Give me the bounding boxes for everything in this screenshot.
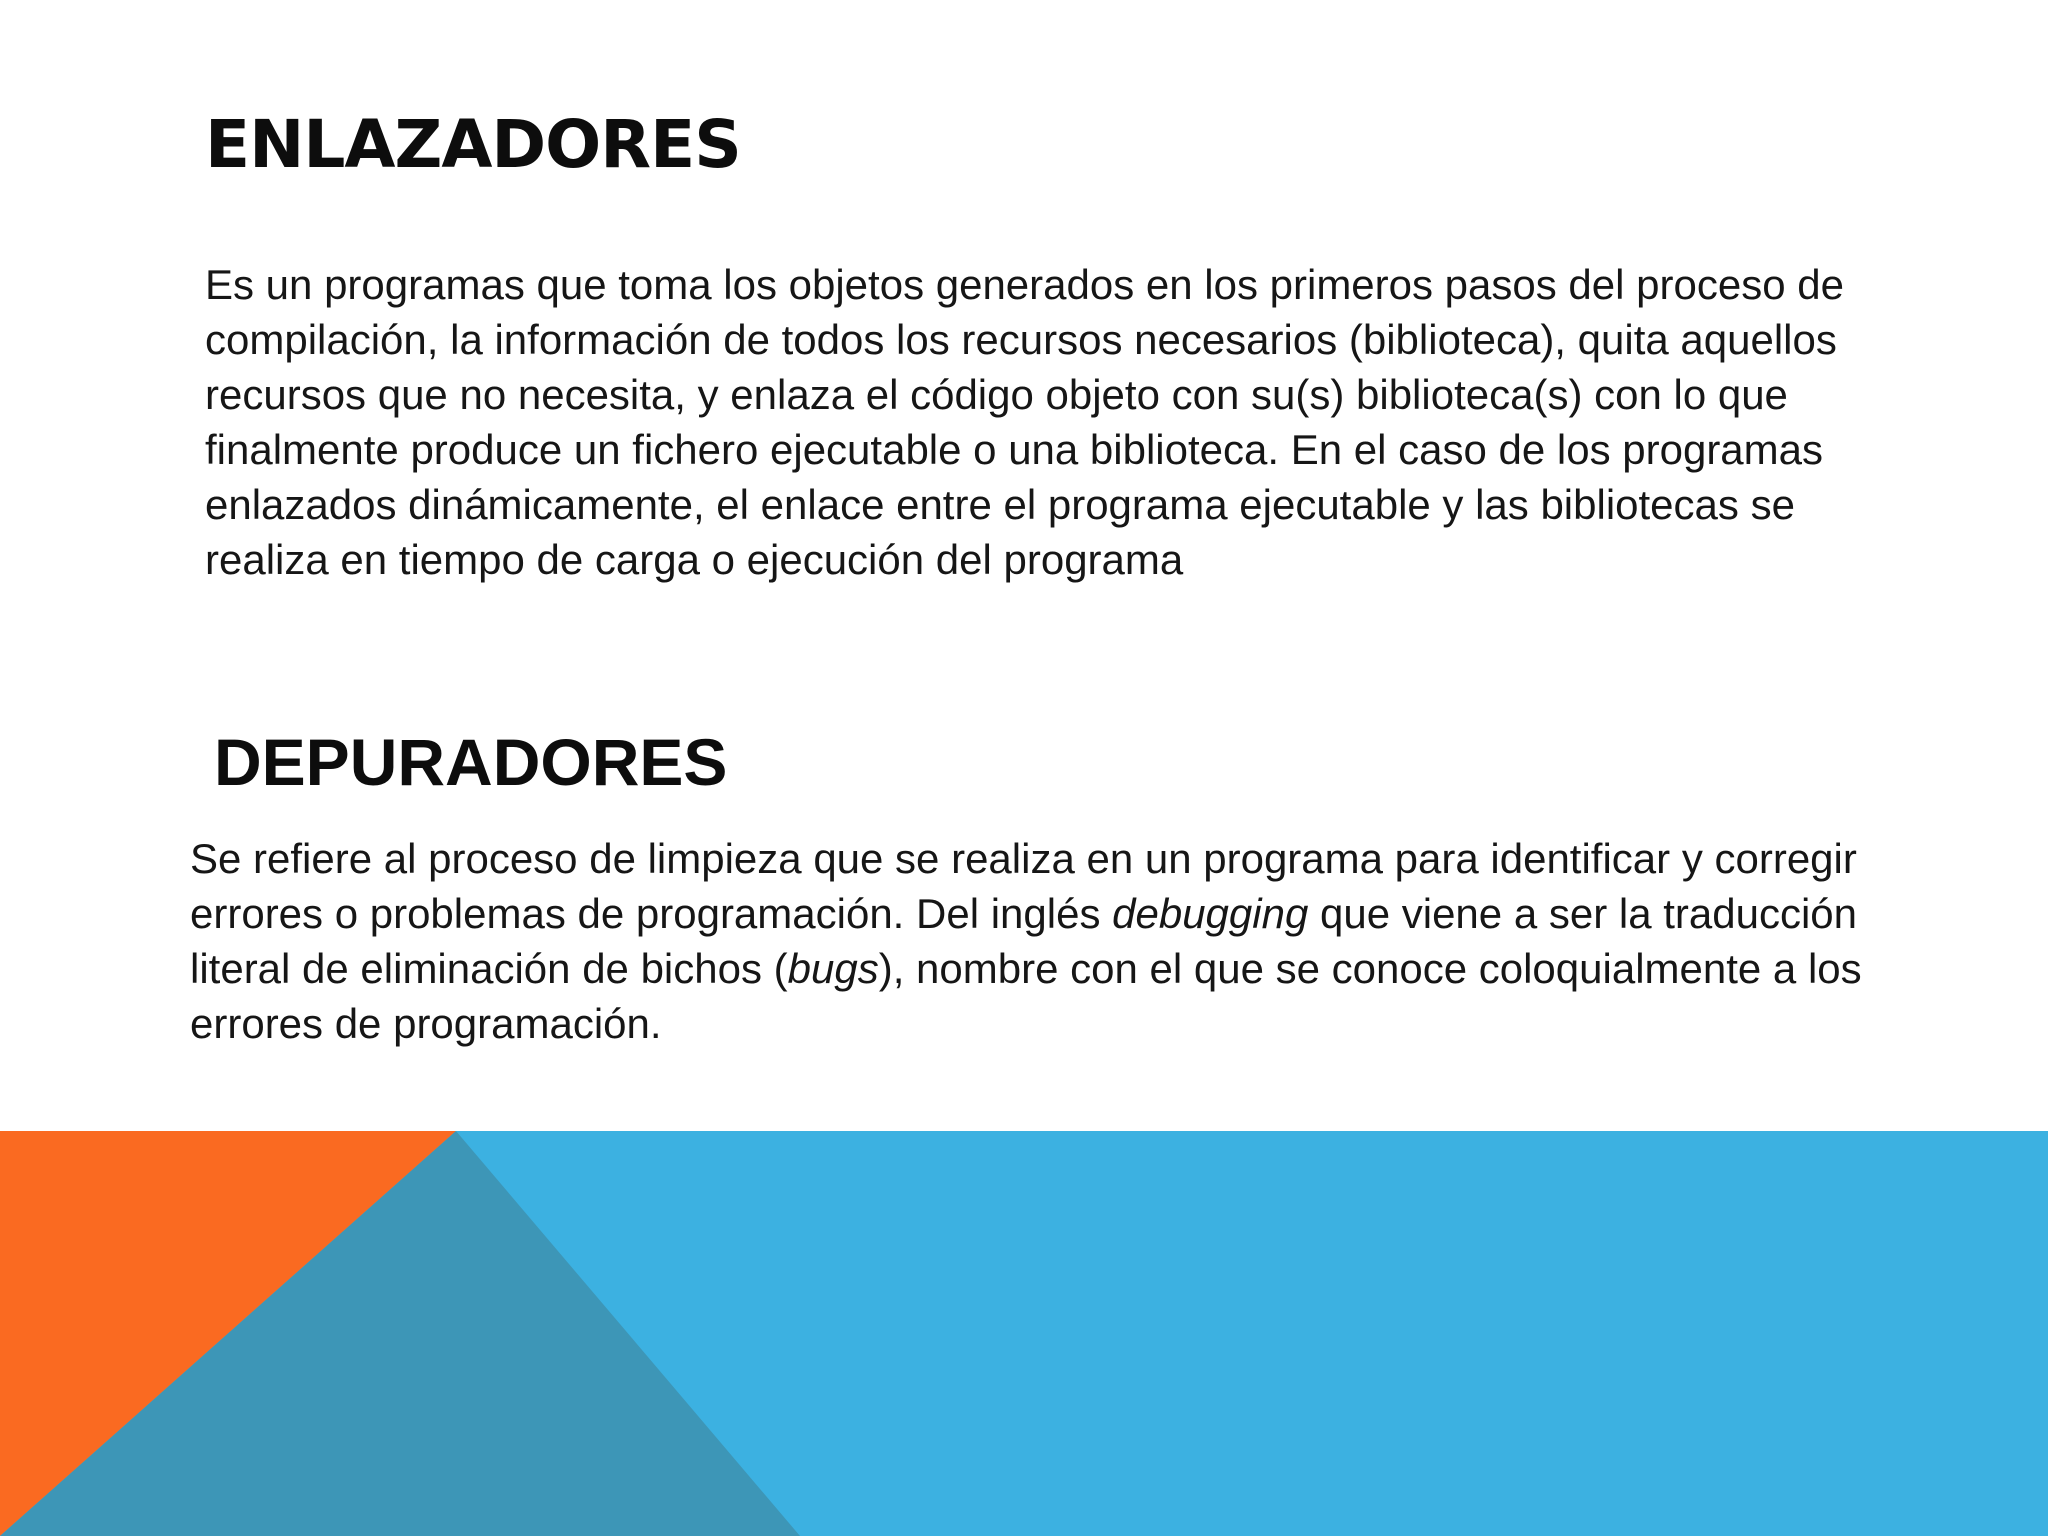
term-debugging: debugging <box>1112 890 1309 937</box>
term-bugs: bugs <box>787 945 879 992</box>
heading-depuradores: DEPURADORES <box>214 725 728 799</box>
heading-enlazadores: ENLAZADORES <box>205 106 741 183</box>
decorative-footer-band <box>0 1131 2048 1536</box>
paragraph-depuradores-part3: ), nombre con el que se conoce coloquialmente a los errores de programación. <box>190 945 1862 1047</box>
paragraph-depuradores-part1: Se refiere al proceso de limpieza que se realiza en un programa para identificar y corregir errores o problemas de programación. Del inglés <box>190 835 1857 937</box>
paragraph-enlazadores: Es un programas que toma los objetos generados en los primeros pasos del proceso de compilación, la información de todos los recursos necesarios (biblioteca), quita aquellos recursos que no necesita, y enlaza el código objeto con su(s) biblioteca(s) con lo que finalmente produce un fichero ejecutable o una biblioteca. En el caso de los programas enlazados dinámicamente, el enlace entre el programa ejecutable y las bibliotecas se realiza en tiempo de carga o ejecución del programa <box>205 261 1844 583</box>
paragraph-depuradores <box>190 831 1910 1051</box>
paragraph-depuradores-part2: que viene a ser la traducción literal de eliminación de bichos ( <box>190 890 1857 992</box>
